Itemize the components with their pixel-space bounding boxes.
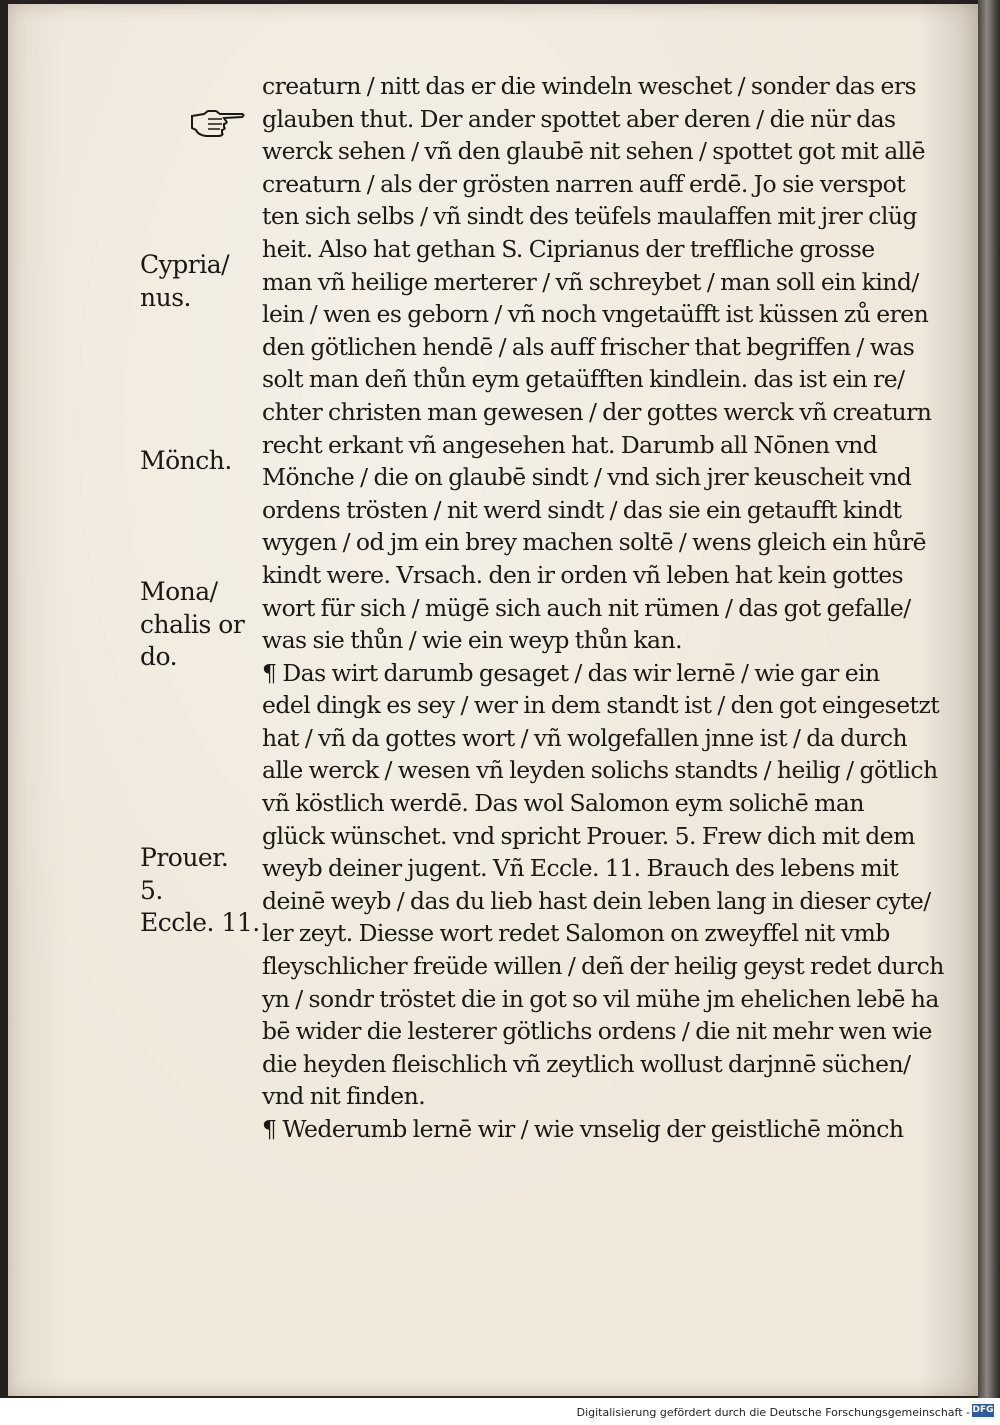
text-line: yn / sondr tröstet die in got so vil mühe jm ehelichen lebē ha <box>262 984 939 1013</box>
text-line: ler zeyt. Diesse wort redet Salomon on zweyffel nit vmb <box>262 919 890 948</box>
text-line: ordens trösten / nit werd sindt / das sie ein getaufft kindt <box>262 495 902 524</box>
text-line: heit. Also hat gethan S. Ciprianus der treffliche grosse <box>262 234 875 263</box>
text-line: die heyden fleischlich vñ zeytlich wollust darjnnē süchen/ <box>262 1049 911 1078</box>
text-line: lein / wen es geborn / vñ noch vngetaüfft ist küssen zů eren <box>262 300 929 329</box>
dfg-logo: DFG <box>972 1405 994 1415</box>
text-line: vnd nit finden. <box>262 1082 426 1111</box>
text-line: recht erkant vñ angesehen hat. Darumb all Nōnen vnd <box>262 430 878 459</box>
margin-note-eccle: Eccle. 11. <box>140 908 260 937</box>
text-line: creaturn / als der grösten narren auff erdē. Jo sie verspot <box>262 169 906 198</box>
text-line: vñ köstlich werdē. Das wol Salomon eym solichē man <box>262 789 864 818</box>
paragraph-line: ¶ Wederumb lernē wir / wie vnselig der geistlichē mönch <box>262 1115 904 1143</box>
text-line: edel dingk es sey / wer in dem standt ist / den got eingesetzt <box>262 691 940 720</box>
margin-note-chalis: chalis or <box>140 610 245 639</box>
text-line: weyb deiner jugent. Vñ Eccle. 11. Brauch des lebens mit <box>262 854 899 883</box>
text-line: alle werck / wesen vñ leyden solichs standts / heilig / götlich <box>262 756 938 785</box>
text-line: glauben thut. Der ander spottet aber deren / die nür das <box>262 104 896 133</box>
text-line: Mönche / die on glaubē sindt / vnd sich jrer keuscheit vnd <box>262 463 912 492</box>
funding-credit: Digitalisierung gefördert durch die Deutsche Forschungsgemeinschaft - <box>576 1406 970 1419</box>
paragraph-line: ¶ Das wirt darumb gesaget / das wir lernē / wie gar ein <box>262 658 880 687</box>
text-line: ten sich selbs / vñ sindt des teüfels maulaffen mit jrer clüg <box>262 202 917 231</box>
pointing-hand-icon <box>190 108 246 140</box>
text-line: den götlichen hendē / als auff frischer that begriffen / was <box>262 332 915 361</box>
margin-note-monch: Mönch. <box>140 446 232 475</box>
margin-note-mona: Mona/ <box>140 577 218 606</box>
margin-note-cypria: Cypria/ <box>140 250 230 279</box>
text-line: hat / vñ da gottes wort / vñ wolgefallen jnne ist / da durch <box>262 723 908 752</box>
text-line: creaturn / nitt das er die windeln weschet / sonder das ers <box>262 72 917 100</box>
page-edge <box>978 0 1000 1398</box>
text-line: deinē weyb / das du lieb hast dein leben lang in dieser cyte/ <box>262 886 931 915</box>
text-line: bē wider die lesterer götlichs ordens / die nit mehr wen wie <box>262 1017 932 1046</box>
margin-note-prouer: Prouer. <box>140 843 229 872</box>
text-line: kindt were. Vrsach. den ir orden vñ leben hat kein gottes <box>262 560 904 589</box>
text-line: wort für sich / mügē sich auch nit rümen / das got gefalle/ <box>262 593 911 622</box>
body-text <box>262 70 960 1146</box>
margin-note-nus: nus. <box>140 283 191 312</box>
footer-bar <box>0 1398 1000 1425</box>
text-line: wygen / od jm ein brey machen soltē / wens gleich ein hůrē <box>262 528 927 557</box>
margin-note-do: do. <box>140 642 178 671</box>
text-line: man vñ heilige merterer / vñ schreybet / man soll ein kind/ <box>262 267 919 296</box>
text-line: chter christen man gewesen / der gottes werck vñ creaturn <box>262 397 932 426</box>
text-line: werck sehen / vñ den glaubē nit sehen / spottet got mit allē <box>262 137 925 166</box>
text-line: was sie thůn / wie ein weyp thůn kan. <box>262 626 682 655</box>
text-line: solt man deñ thůn eym getaüfften kindlein. das ist ein re/ <box>262 365 905 394</box>
text-line: fleyschlicher freüde willen / deñ der heilig geyst redet durch <box>262 952 944 981</box>
text-line: glück wünschet. vnd spricht Prouer. 5. Frew dich mit dem <box>262 821 915 850</box>
margin-note-five: 5. <box>140 876 163 905</box>
